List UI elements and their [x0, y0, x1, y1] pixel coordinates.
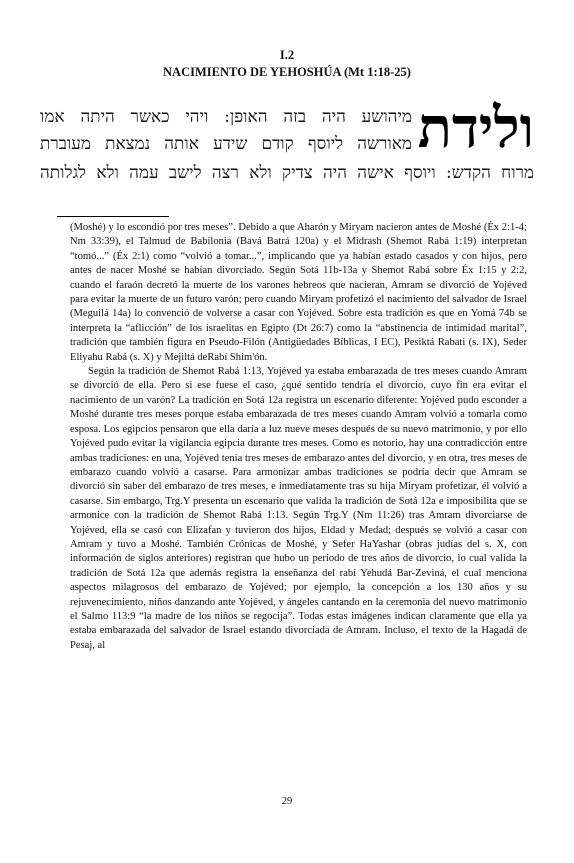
page-number: 29 [281, 796, 293, 807]
section-number: I.2 [279, 48, 295, 62]
footnote-divider [57, 216, 169, 217]
hebrew-line-2: מאורשה ליוסף קודם שידע אותה נמצאת מעוברת [40, 134, 412, 154]
footnote-paragraph-1: (Moshé) y lo escondió por tres meses”. Debido a que Aharón y Miryam nacieron antes de Moshé (Éx 2:1-4; Nm 33:39), el Talmud de Babilonia (Bavá Batrá 120a) y el Midrash (Shemot Rabá 1:19) interpretan “tomó...” (Éx 2:1) como “volvió a tomar...”, implicando que ya habían estado casados y con hijos, pero antes de nacer Moshé se habían divorciado. Según Sotá 11b-13a y Shemot Rabá sobre Éx 1:15 y 2:2, cuando el faraón decretó la muerte de los varones hebreos que nacieran, Amram se divorció de Yojéved para evitar la muerte de un futuro varón; pero cuando Miryam profetizó el nacimiento del salvador de Israel (Meguilá 14a) lo convenció de volverse a casar con Yojéved. Sobre esta tradición es que en Yomá 74b se interpreta la “aflicción” de los israelitas en Egipto (Dt 26:7) como la “abstinencia de intimidad marital”, tradición que también figura en Pseudo-Filón (Antigüedades Bíblicas, I EC), Pesiktá Rabati (s. IX), Seder Eliyahu Rabá (s. X) y Mejiltá deRabí Shim'ón. [70, 222, 527, 363]
hebrew-dropcap-word: ולידת [417, 95, 534, 161]
hebrew-line-3: מרוח הקדש: ויוסף אישה היה צדיק ולא רצה לישב עמה ולא לגלותה [40, 163, 534, 183]
footnote-text [70, 221, 527, 653]
hebrew-passage [40, 97, 534, 192]
footnote-paragraph-2: Según la tradición de Shemot Rabá 1:13, Yojéved ya estaba embarazada de tres meses cuando Amram se divorció de ella. Pero si ese fuese el caso, ¿qué sentido tendría el divorcio, cuyo fin era evitar el nacimiento de un varón? La tradición en Sotá 12a registra un escenario diferente: Yojéved pudo esconder a Moshé durante tres meses porque estaba embarazada de tres meses cuando Amram volvió a tomarla como esposa. Los egipcios pensaron que ella daría a luz nueve meses después de su nuevo matrimonio, y por ello Yojéved pudo evitar la vigilancia egipcia durante tres meses. Como es notorio, hay una contradicción entre ambas tradiciones: en una, Yojéved tenía tres meses de embarazo antes del divorcio, y en otra, tres meses de embarazo cuando volvió a casarse. Para armonizar ambas tradiciones se podría decir que Amram se divorció sin saber del embarazo de tres meses, e inmediatamente tras su hija Miryam profetizar, él volvió a casarse. Sin embargo, Trg.Y presenta un escenario que valida la tradición de Sotá 12a e imposibilita que se armonice con la tradición de Shemot Rabá 1:13. Según Trg.Y (Nm 11:26) tras Amram divorciarse de Yojéved, ella se casó con Elizafan y tuvieron dos hijos, Eldad y Medad; después se volvió a casar con Amram y tuvo a Moshé. También Crónicas de Moshé, y Sefer HaYashar (obras judías del s. X, con información de siglos anteriores) registran que hubo un período de tres años de divorcio, lo cual valida la tradición de Sotá 12a que además registra la enseñanza del rabí Yehudá Bar-Zeviná, el cual menciona aspectos milagrosos del embarazo de Yojéved; por ejemplo, la concepción a los 130 años y su rejuvenecimiento, niños danzando ante Yojéved, y ángeles cantando en la ceremonia del nuevo matrimonio el Salmo 113:9 “la madre de los niños se regocija”. Todas estas imágenes indican claramente que ella ya estaba embarazada del salvador de Israel estando divorciada de Amram. Incluso, el texto de la Hagadá de Pesaj, al [70, 366, 527, 651]
hebrew-line-1: מיהושע היה בזה האופן: ויהי כאשר היתה אמו [40, 107, 412, 127]
section-title: NACIMIENTO DE YEHOSHÚA (Mt 1:18-25) [163, 65, 411, 79]
